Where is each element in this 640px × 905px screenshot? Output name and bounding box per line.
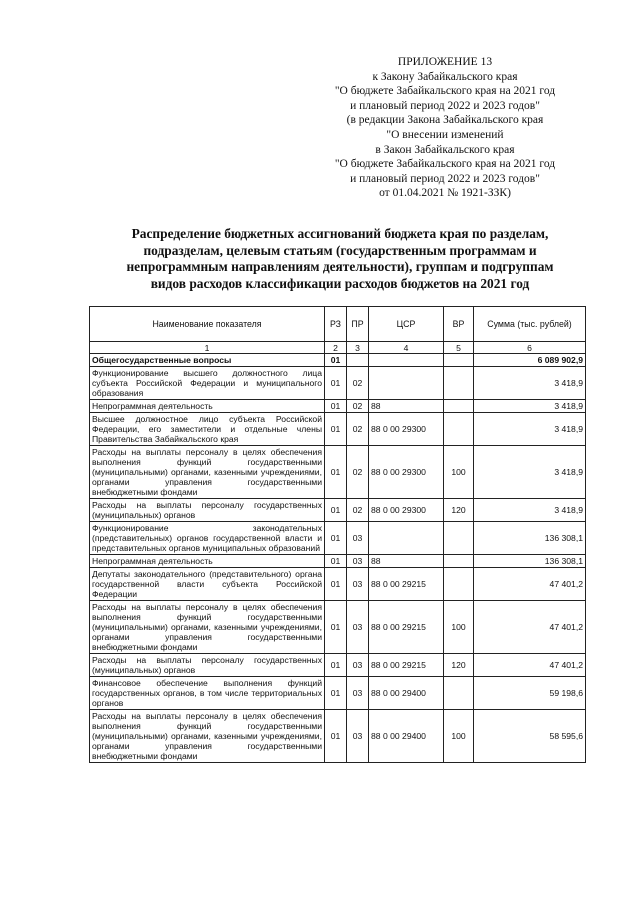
cell-pr: 03 <box>347 654 369 677</box>
cell-name: Функционирование законодательных (представительных) органов государственной власти и представительных органов муниципальных образований <box>90 522 325 555</box>
cell-csr <box>369 354 444 367</box>
cell-csr <box>369 522 444 555</box>
column-number: 6 <box>474 342 586 354</box>
cell-vr: 100 <box>444 601 474 654</box>
cell-sum: 3 418,9 <box>474 446 586 499</box>
table-row <box>90 499 586 522</box>
header-line: от 01.04.2021 № 1921-ЗЗК) <box>379 187 511 200</box>
table-row <box>90 367 586 400</box>
header-vr: ВР <box>444 307 474 342</box>
cell-sum: 58 595,6 <box>474 710 586 763</box>
cell-pr: 03 <box>347 555 369 568</box>
cell-vr <box>444 522 474 555</box>
column-number: 2 <box>325 342 347 354</box>
cell-sum: 6 089 902,9 <box>474 354 586 367</box>
cell-pr: 02 <box>347 367 369 400</box>
cell-sum: 47 401,2 <box>474 568 586 601</box>
header-line: и плановый период 2022 и 2023 годов" <box>350 172 540 185</box>
budget-table <box>89 306 586 763</box>
table-row <box>90 555 586 568</box>
cell-rz: 01 <box>325 522 347 555</box>
cell-name: Функционирование высшего должностного лица субъекта Российской Федерации и муниципального образования <box>90 367 325 400</box>
cell-sum: 47 401,2 <box>474 654 586 677</box>
cell-vr: 120 <box>444 654 474 677</box>
column-number: 5 <box>444 342 474 354</box>
header-line: (в редакции Закона Забайкальского края <box>346 114 544 127</box>
cell-pr: 02 <box>347 446 369 499</box>
title-line: Распределение бюджетных ассигнований бюджета края по разделам, <box>131 226 549 241</box>
header-line: "О внесении изменений <box>386 128 504 141</box>
cell-vr <box>444 568 474 601</box>
cell-vr <box>444 400 474 413</box>
cell-sum: 136 308,1 <box>474 555 586 568</box>
column-number: 4 <box>369 342 444 354</box>
cell-pr: 03 <box>347 677 369 710</box>
cell-rz: 01 <box>325 710 347 763</box>
column-number: 1 <box>90 342 325 354</box>
cell-vr <box>444 555 474 568</box>
cell-csr: 88 0 00 29300 <box>369 413 444 446</box>
cell-pr: 03 <box>347 710 369 763</box>
table-row <box>90 601 586 654</box>
cell-pr: 02 <box>347 400 369 413</box>
cell-name: Финансовое обеспечение выполнения функций государственных органов, в том числе территориальных органов <box>90 677 325 710</box>
cell-vr <box>444 354 474 367</box>
header-line: к Закону Забайкальского края <box>372 70 518 83</box>
cell-rz: 01 <box>325 499 347 522</box>
cell-vr <box>444 677 474 710</box>
appendix-header <box>300 55 590 201</box>
cell-name: Непрограммная деятельность <box>90 400 325 413</box>
header-name: Наименование показателя <box>90 307 325 342</box>
cell-name: Непрограммная деятельность <box>90 555 325 568</box>
table-row <box>90 400 586 413</box>
column-number-row <box>90 342 586 354</box>
cell-vr <box>444 367 474 400</box>
table-row <box>90 413 586 446</box>
cell-pr: 02 <box>347 499 369 522</box>
cell-rz: 01 <box>325 446 347 499</box>
cell-csr: 88 0 00 29400 <box>369 710 444 763</box>
cell-csr: 88 0 00 29300 <box>369 499 444 522</box>
cell-name: Расходы на выплаты персоналу в целях обеспечения выполнения функций государственными (муниципальными) органами, казенными учреждениями, органами управления государственными внебюджетными фондами <box>90 710 325 763</box>
header-line: "О бюджете Забайкальского края на 2021 год <box>334 158 556 171</box>
title-line: непрограммным направлениям деятельности), группам и подгруппам <box>126 259 554 274</box>
header-line: "О бюджете Забайкальского края на 2021 год <box>334 85 556 98</box>
cell-csr: 88 <box>369 555 444 568</box>
cell-rz: 01 <box>325 354 347 367</box>
cell-name: Расходы на выплаты персоналу в целях обеспечения выполнения функций государственными (муниципальными) органами, казенными учреждениями, органами управления государственными внебюджетными фондами <box>90 446 325 499</box>
cell-rz: 01 <box>325 601 347 654</box>
cell-pr: 02 <box>347 413 369 446</box>
cell-sum: 47 401,2 <box>474 601 586 654</box>
cell-rz: 01 <box>325 677 347 710</box>
cell-name: Расходы на выплаты персоналу государственных (муниципальных) органов <box>90 654 325 677</box>
table-row <box>90 522 586 555</box>
cell-csr: 88 0 00 29215 <box>369 568 444 601</box>
cell-sum: 3 418,9 <box>474 400 586 413</box>
cell-pr: 03 <box>347 522 369 555</box>
cell-pr: 03 <box>347 601 369 654</box>
cell-sum: 3 418,9 <box>474 499 586 522</box>
cell-rz: 01 <box>325 367 347 400</box>
header-csr: ЦСР <box>369 307 444 342</box>
header-rz: РЗ <box>325 307 347 342</box>
cell-csr: 88 <box>369 400 444 413</box>
cell-rz: 01 <box>325 654 347 677</box>
column-number: 3 <box>347 342 369 354</box>
table-row <box>90 710 586 763</box>
cell-vr <box>444 413 474 446</box>
cell-csr: 88 0 00 29215 <box>369 654 444 677</box>
table-row <box>90 677 586 710</box>
document-title <box>95 226 585 292</box>
cell-pr <box>347 354 369 367</box>
cell-name: Расходы на выплаты персоналу в целях обеспечения выполнения функций государственными (муниципальными) органами, казенными учреждениями, органами управления государственными внебюджетными фондами <box>90 601 325 654</box>
table-row <box>90 354 586 367</box>
cell-csr: 88 0 00 29400 <box>369 677 444 710</box>
cell-sum: 136 308,1 <box>474 522 586 555</box>
header-sum: Сумма (тыс. рублей) <box>474 307 586 342</box>
cell-csr: 88 0 00 29300 <box>369 446 444 499</box>
cell-csr: 88 0 00 29215 <box>369 601 444 654</box>
table-row <box>90 446 586 499</box>
cell-rz: 01 <box>325 568 347 601</box>
cell-rz: 01 <box>325 400 347 413</box>
table-row <box>90 654 586 677</box>
cell-csr <box>369 367 444 400</box>
cell-sum: 3 418,9 <box>474 367 586 400</box>
cell-name: Высшее должностное лицо субъекта Российской Федерации, его заместители и отдельные члены Правительства Забайкальского края <box>90 413 325 446</box>
title-line: видов расходов классификации расходов бюджетов на 2021 год <box>150 275 530 291</box>
cell-pr: 03 <box>347 568 369 601</box>
table-row <box>90 568 586 601</box>
table-header-row <box>90 307 586 342</box>
cell-vr: 100 <box>444 446 474 499</box>
cell-vr: 120 <box>444 499 474 522</box>
cell-name: Общегосударственные вопросы <box>90 354 325 367</box>
cell-vr: 100 <box>444 710 474 763</box>
cell-name: Депутаты законодательного (представительного) органа государственной власти субъекта Российской Федерации <box>90 568 325 601</box>
title-line: подразделам, целевым статьям (государственным программам и <box>143 242 537 258</box>
header-line: в Закон Забайкальского края <box>375 143 515 156</box>
header-line: ПРИЛОЖЕНИЕ 13 <box>397 56 493 68</box>
header-pr: ПР <box>347 307 369 342</box>
cell-sum: 3 418,9 <box>474 413 586 446</box>
header-line: и плановый период 2022 и 2023 годов" <box>350 99 540 112</box>
cell-name: Расходы на выплаты персоналу государственных (муниципальных) органов <box>90 499 325 522</box>
cell-rz: 01 <box>325 413 347 446</box>
cell-sum: 59 198,6 <box>474 677 586 710</box>
cell-rz: 01 <box>325 555 347 568</box>
